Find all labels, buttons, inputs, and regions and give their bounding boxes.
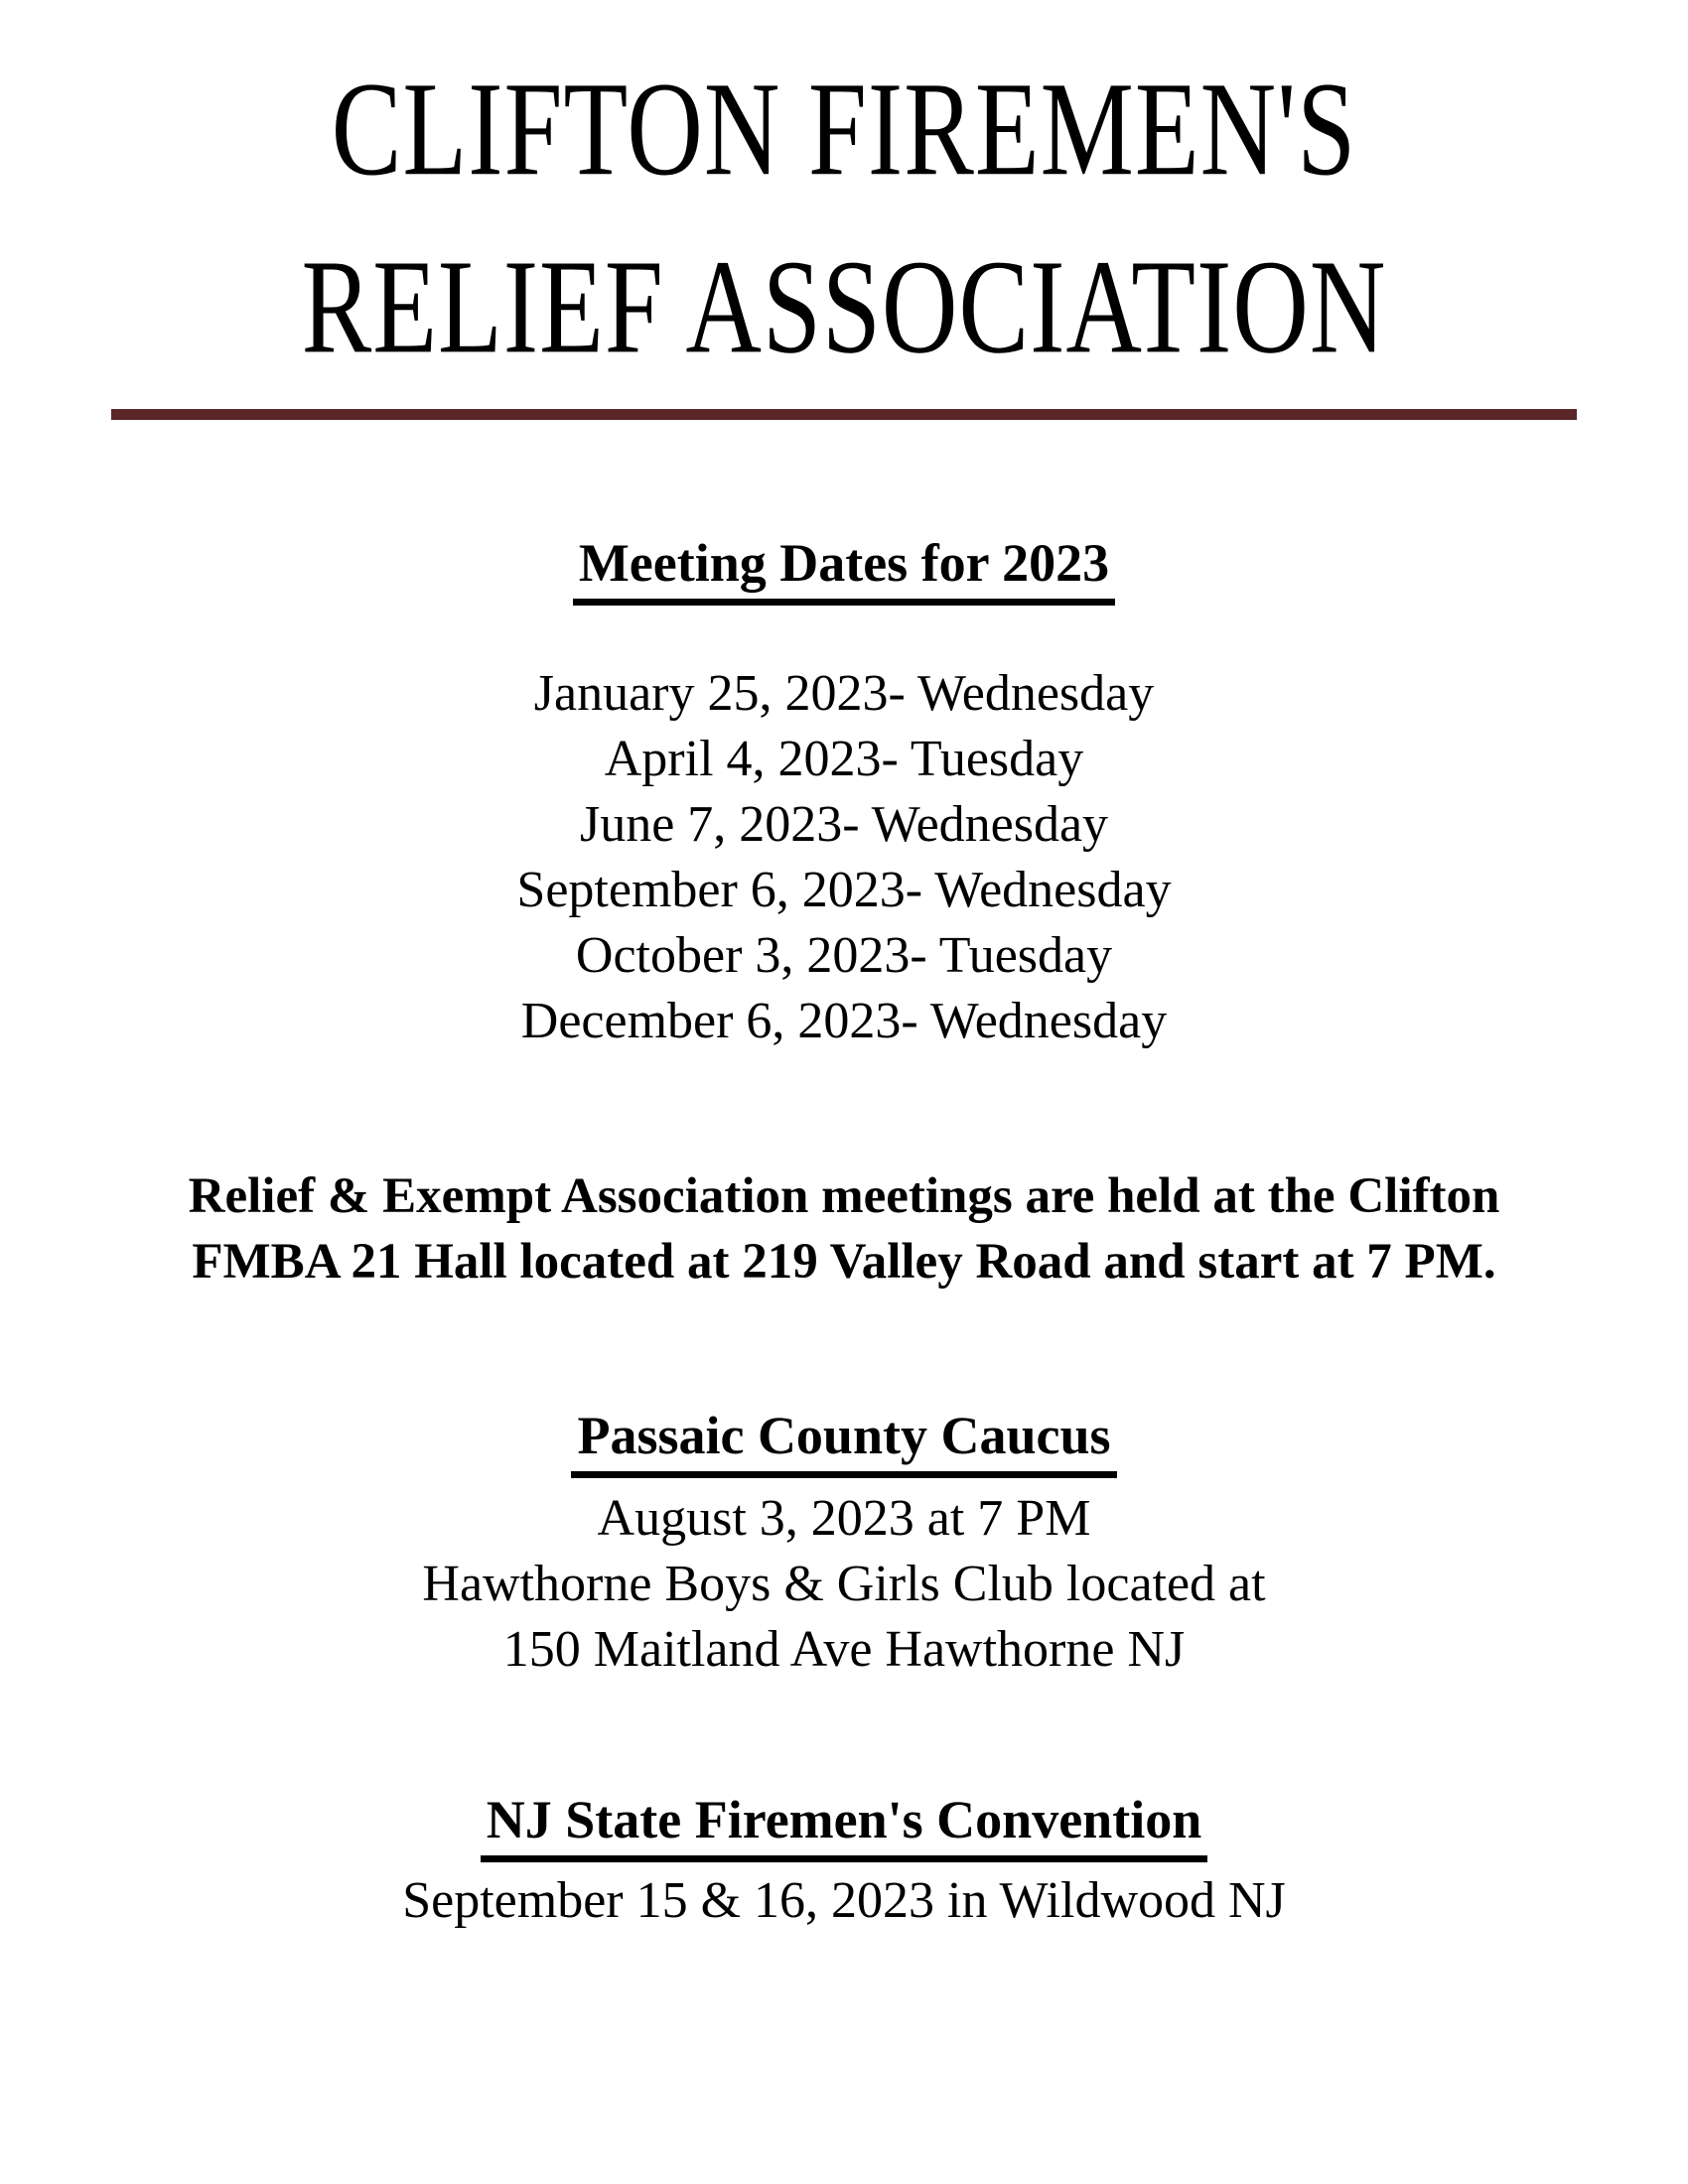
location-note-line-2: FMBA 21 Hall located at 219 Valley Road and start at 7 PM. bbox=[192, 1234, 1496, 1290]
document-title bbox=[0, 41, 1688, 396]
title-divider bbox=[111, 409, 1577, 420]
meeting-date-item: October 3, 2023- Tuesday bbox=[575, 927, 1113, 984]
meeting-date-item: January 25, 2023- Wednesday bbox=[533, 665, 1155, 722]
meeting-dates-heading-text: Meeting Dates for 2023 bbox=[573, 531, 1115, 606]
location-note-line-1: Relief & Exempt Association meetings are held at the Clifton bbox=[188, 1168, 1500, 1224]
location-note bbox=[0, 1163, 1688, 1295]
convention-section bbox=[0, 1788, 1688, 1934]
convention-date-line: September 15 & 16, 2023 in Wildwood NJ bbox=[402, 1872, 1286, 1929]
convention-details bbox=[0, 1868, 1688, 1934]
meeting-date-item: September 6, 2023- Wednesday bbox=[516, 862, 1172, 918]
document-title-line-2: RELIEF ASSOCIATION bbox=[301, 232, 1387, 381]
document-title-line-1: CLIFTON FIREMEN'S bbox=[331, 54, 1357, 204]
document-header bbox=[0, 54, 1688, 420]
convention-heading-text: NJ State Firemen's Convention bbox=[481, 1788, 1207, 1862]
caucus-section bbox=[0, 1404, 1688, 1683]
meeting-dates-heading bbox=[0, 531, 1688, 606]
caucus-details bbox=[0, 1486, 1688, 1683]
caucus-heading bbox=[0, 1404, 1688, 1478]
meeting-date-item: April 4, 2023- Tuesday bbox=[604, 731, 1084, 787]
meeting-dates-section bbox=[0, 531, 1688, 1054]
meeting-date-item: June 7, 2023- Wednesday bbox=[579, 796, 1109, 853]
convention-heading bbox=[0, 1788, 1688, 1862]
caucus-heading-text: Passaic County Caucus bbox=[571, 1404, 1116, 1478]
caucus-address-line: 150 Maitland Ave Hawthorne NJ bbox=[502, 1621, 1186, 1678]
meeting-date-list bbox=[0, 661, 1688, 1054]
meeting-date-item: December 6, 2023- Wednesday bbox=[520, 993, 1168, 1049]
caucus-venue-line: Hawthorne Boys & Girls Club located at bbox=[422, 1556, 1266, 1612]
caucus-date-line: August 3, 2023 at 7 PM bbox=[597, 1490, 1091, 1547]
